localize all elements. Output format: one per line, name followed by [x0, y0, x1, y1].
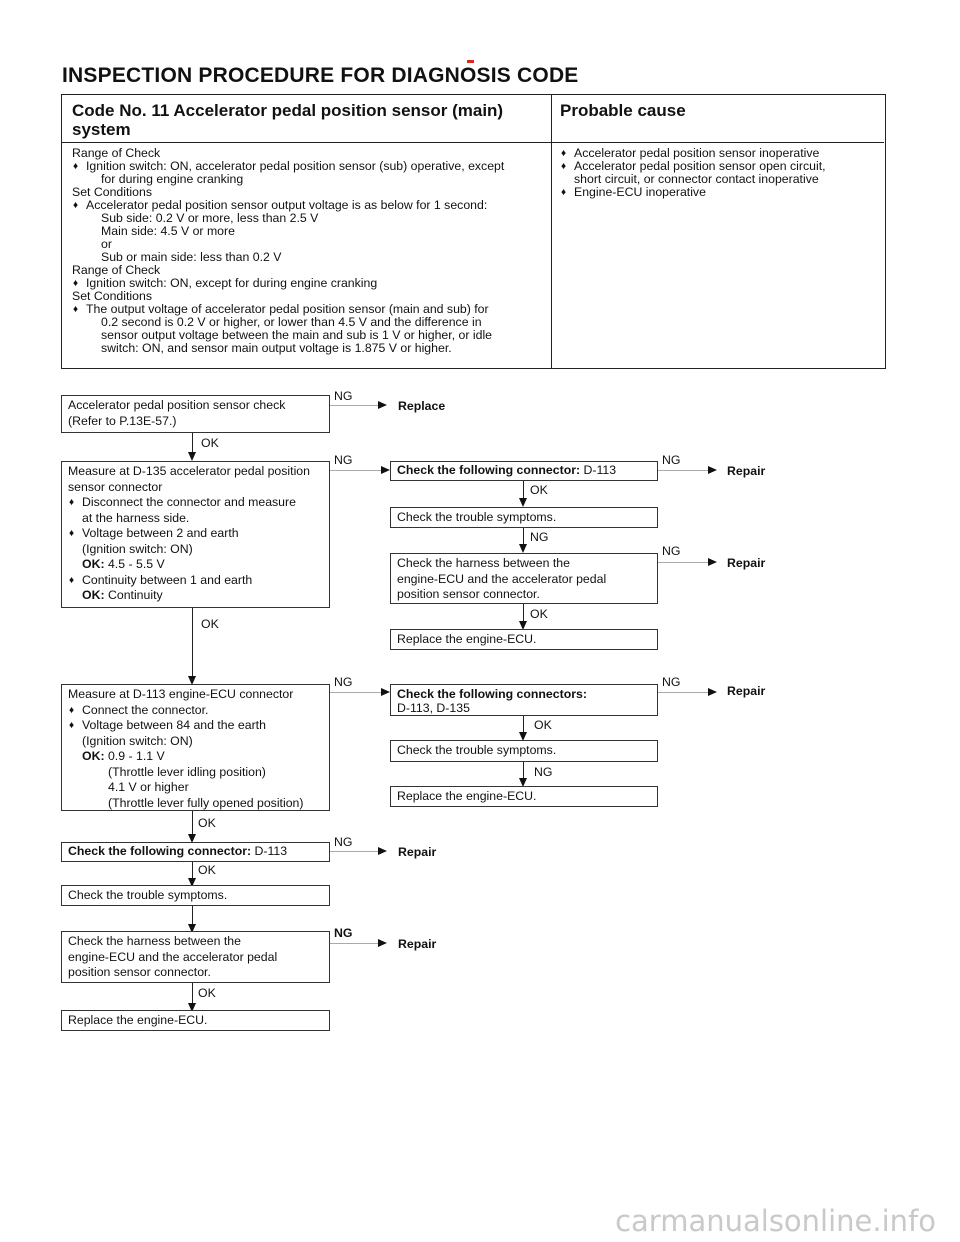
step3-measure-d113-box: [61, 684, 330, 811]
text-line: short circuit, or connector contact inoperative: [574, 172, 819, 186]
box-line: position sensor connector.: [68, 965, 211, 979]
ng-label: NG: [334, 835, 353, 849]
box-line: Check the following connector:: [68, 844, 252, 858]
box-line: Check the trouble symptoms.: [68, 888, 228, 902]
text-line: Set Conditions: [72, 289, 152, 303]
bullet-line: ♦ Accelerator pedal position sensor open circuit,: [560, 160, 826, 173]
table-row-divider: [62, 142, 884, 143]
bullet-line: ♦ Ignition switch: ON, except for during engine cranking: [72, 277, 504, 290]
box-line: engine-ECU and the accelerator pedal: [397, 571, 607, 586]
box-line: (Ignition switch: ON): [82, 541, 193, 556]
ng-label: NG: [534, 765, 553, 779]
bullet-line: ♦ Ignition switch: ON, accelerator pedal position sensor (sub) operative, except: [72, 160, 504, 173]
result-repair: Repair: [398, 845, 437, 859]
text-line: for during engine cranking: [101, 172, 244, 186]
page-title: INSPECTION PROCEDURE FOR DIAGNOSIS CODE: [62, 64, 579, 87]
table-column-divider: [551, 95, 552, 368]
box-line: Replace the engine-ECU.: [397, 632, 537, 646]
b3-check-connectors-box: [390, 684, 658, 716]
b2-check-harness-box: [390, 553, 658, 604]
ng-label: NG: [334, 389, 353, 403]
text-line: Sub side: 0.2 V or more, less than 2.5 V: [101, 211, 319, 225]
text-line: or: [101, 237, 112, 251]
ok-label: OK: [198, 863, 216, 877]
text-line: Sub or main side: less than 0.2 V: [101, 250, 282, 264]
box-line: (Refer to P.13E-57.): [68, 413, 177, 428]
box-line: sensor connector: [68, 479, 163, 494]
text-line: Set Conditions: [72, 185, 152, 199]
ok-criteria-label: OK:: [82, 588, 105, 602]
b3-trouble-symptoms-box: [390, 740, 658, 762]
step7-replace-ecu-box: [61, 1010, 330, 1031]
ok-criteria-label: OK:: [82, 749, 105, 763]
connector-line: [658, 470, 710, 471]
box-line: 4.1 V or higher: [108, 780, 189, 794]
arrow-right-icon: [381, 466, 390, 474]
bullet-line: ♦ Engine-ECU inoperative: [560, 186, 826, 199]
result-repair: Repair: [727, 556, 766, 570]
arrow-right-icon: [378, 847, 387, 855]
box-line: Check the following connector:: [397, 463, 581, 477]
arrow-right-icon: [708, 688, 717, 696]
connector-line: [330, 851, 380, 852]
bullet-line: ♦ Voltage between 2 and earth: [68, 526, 323, 542]
ok-label: OK: [198, 816, 216, 830]
ok-label: OK: [201, 436, 219, 450]
ng-label: NG: [334, 675, 353, 689]
b3-replace-ecu-box: [390, 786, 658, 807]
connector-line: [192, 983, 193, 1005]
bullet-line: ♦ Disconnect the connector and measure: [68, 495, 323, 511]
bullet-line: ♦ The output voltage of accelerator pedal position sensor (main and sub) for: [72, 303, 504, 316]
box-line: Check the trouble symptoms.: [397, 510, 557, 524]
text-line: Range of Check: [72, 146, 161, 160]
ng-label: NG: [662, 453, 681, 467]
result-repair: Repair: [727, 684, 766, 698]
step4-check-connector-d113-box: [61, 842, 330, 862]
box-line: D-113: [583, 463, 617, 477]
box-line: Check the trouble symptoms.: [397, 743, 557, 757]
connector-line: [330, 405, 380, 406]
ok-criteria-value: 0.9 - 1.1 V: [107, 749, 165, 763]
bullet-line: ♦ Accelerator pedal position sensor inoperative: [560, 147, 826, 160]
probable-cause-title: Probable cause: [560, 101, 686, 120]
step5-trouble-symptoms-box: [61, 885, 330, 906]
connector-line: [330, 692, 382, 693]
step6-check-harness-box: [61, 931, 330, 983]
bullet-line: ♦ Voltage between 84 and the earth: [68, 718, 323, 734]
ok-label: OK: [530, 483, 548, 497]
connector-line: [192, 433, 193, 454]
connector-line: [330, 943, 380, 944]
connector-line: [658, 562, 710, 563]
box-line: at the harness side.: [82, 510, 190, 525]
box-line: (Throttle lever fully opened position): [108, 795, 304, 810]
ng-label: NG: [662, 675, 681, 689]
box-line: position sensor connector.: [397, 587, 540, 601]
box-line: Measure at D-135 accelerator pedal position: [68, 464, 310, 478]
result-repair: Repair: [398, 937, 437, 951]
text-line: switch: ON, and sensor main output voltage is 1.875 V or higher.: [101, 341, 452, 355]
box-line: Check the harness between the: [68, 934, 241, 948]
ng-label: NG: [334, 453, 353, 467]
arrow-right-icon: [378, 401, 387, 409]
b2-replace-ecu-box: [390, 629, 658, 650]
box-line: Accelerator pedal position sensor check: [68, 398, 286, 412]
arrow-right-icon: [378, 939, 387, 947]
ok-criteria-value: 4.5 - 5.5 V: [107, 557, 165, 571]
ok-criteria-value: Continuity: [107, 588, 163, 602]
box-line: D-113: [254, 844, 288, 858]
ng-label: NG: [662, 544, 681, 558]
b2-trouble-symptoms-box: [390, 507, 658, 528]
box-line: Replace the engine-ECU.: [68, 1013, 208, 1027]
watermark: carmanualsonline.info: [615, 1204, 936, 1238]
result-repair: Repair: [727, 464, 766, 478]
range-of-check-text: [72, 147, 504, 355]
result-replace: Replace: [398, 399, 446, 413]
connector-line: [192, 906, 193, 926]
bullet-line: ♦ Accelerator pedal position sensor output voltage is as below for 1 second:: [72, 199, 504, 212]
probable-cause-text: [560, 147, 826, 199]
ok-label: OK: [198, 986, 216, 1000]
ok-label: OK: [201, 617, 219, 631]
box-line: Check the following connectors:: [397, 687, 587, 701]
connector-line: [192, 608, 193, 678]
header-accent-mark: [467, 60, 474, 63]
bullet-line: ♦ Continuity between 1 and earth: [68, 573, 323, 589]
arrow-right-icon: [708, 466, 717, 474]
connector-line: [658, 692, 710, 693]
ng-label: NG: [530, 530, 549, 544]
arrow-down-icon: [519, 544, 527, 553]
text-line: Range of Check: [72, 263, 161, 277]
ng-label: NG: [334, 926, 353, 940]
box-line: Check the harness between the: [397, 556, 570, 570]
box-line: engine-ECU and the accelerator pedal: [68, 949, 278, 964]
ok-criteria-label: OK:: [82, 557, 105, 571]
b2-check-connector-d113-box: [390, 461, 658, 481]
text-line: sensor output voltage between the main and sub is 1 V or higher, or idle: [101, 328, 493, 342]
ok-label: OK: [534, 718, 552, 732]
text-line: Main side: 4.5 V or more: [101, 224, 235, 238]
arrow-down-icon: [188, 452, 196, 461]
box-line: Measure at D-113 engine-ECU connector: [68, 687, 294, 701]
ok-label: OK: [530, 607, 548, 621]
box-line: D-113, D-135: [397, 701, 470, 715]
box-line: (Throttle lever idling position): [108, 764, 266, 779]
arrow-right-icon: [708, 558, 717, 566]
code-title: Code No. 11 Accelerator pedal position sensor (main) system: [72, 101, 504, 139]
arrow-down-icon: [519, 498, 527, 507]
bullet-line: ♦ Connect the connector.: [68, 703, 323, 719]
diagnosis-info-table: [61, 94, 886, 369]
step2-measure-d135-box: [61, 461, 330, 608]
connector-line: [330, 470, 382, 471]
arrow-right-icon: [381, 688, 390, 696]
box-line: (Ignition switch: ON): [82, 733, 193, 748]
box-line: Replace the engine-ECU.: [397, 789, 537, 803]
step1-sensor-check-box: [61, 395, 330, 433]
text-line: 0.2 second is 0.2 V or higher, or lower than 4.5 V and the difference in: [101, 315, 482, 329]
